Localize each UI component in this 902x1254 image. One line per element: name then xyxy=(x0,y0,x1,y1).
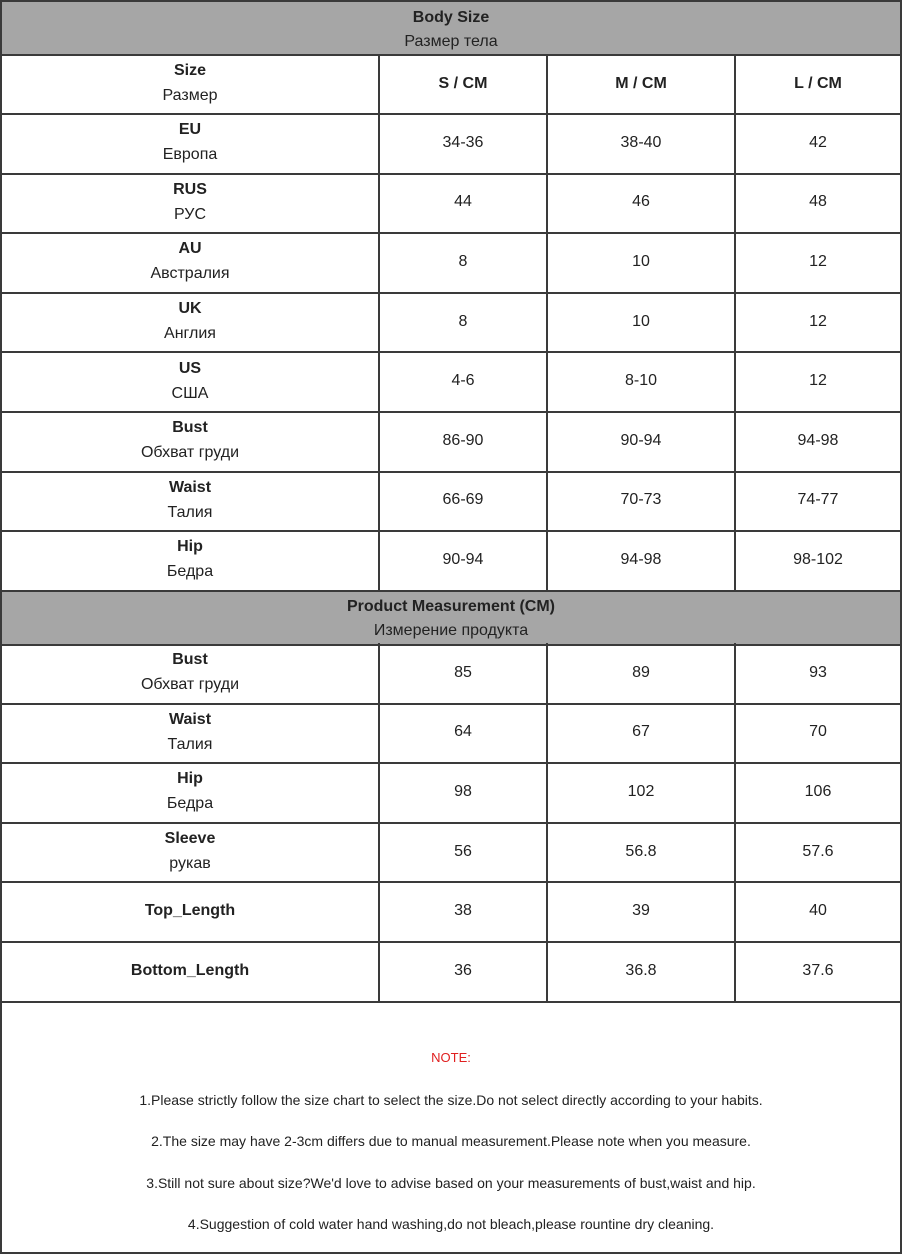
col-header-m xyxy=(548,54,736,113)
body-size-value: 46 xyxy=(632,193,650,211)
row-label-ru: Европа xyxy=(162,146,218,164)
note-line-2: 2.The size may have 2-3cm differs due to manual measurement.Please note when you measure. xyxy=(151,1133,751,1149)
value-cell xyxy=(548,703,736,763)
body-size-value: 48 xyxy=(809,193,827,211)
row-label: Top_Length xyxy=(144,902,236,920)
table-row xyxy=(0,881,902,943)
value-cell xyxy=(736,173,900,233)
body-size-value: 4-6 xyxy=(451,372,475,390)
product-value: 89 xyxy=(632,663,650,681)
value-cell xyxy=(380,232,548,292)
note-line-3: 3.Still not sure about size?We'd love to advise based on your measurements of bust,waist and hip. xyxy=(146,1175,756,1191)
row-label: EU xyxy=(178,121,202,139)
value-cell xyxy=(380,292,548,352)
product-value: 38 xyxy=(454,902,472,920)
product-subtitle: Измерение продукта xyxy=(373,622,529,639)
value-cell xyxy=(548,292,736,352)
value-cell xyxy=(380,703,548,763)
product-value: 102 xyxy=(627,782,655,800)
value-cell xyxy=(736,762,900,822)
body-size-value: 44 xyxy=(454,193,472,211)
product-value: 70 xyxy=(809,723,827,741)
value-cell xyxy=(736,292,900,352)
row-label: Sleeve xyxy=(164,830,216,848)
col-header-l xyxy=(736,54,900,113)
row-label-ru: Талия xyxy=(167,503,213,521)
product-title: Product Measurement (CM) xyxy=(346,598,556,615)
value-cell xyxy=(548,173,736,233)
value-cell xyxy=(736,411,900,471)
product-value: 98 xyxy=(454,782,472,800)
value-cell xyxy=(736,530,900,590)
body-size-value: 34-36 xyxy=(442,133,484,151)
value-cell xyxy=(548,351,736,411)
value-cell xyxy=(736,351,900,411)
body-size-subtitle: Размер тела xyxy=(404,33,498,50)
col-header-l-text: L / CM xyxy=(794,74,842,92)
table-row xyxy=(0,530,902,592)
body-size-value: 74-77 xyxy=(797,491,839,509)
row-label-cell xyxy=(2,941,380,1001)
product-value: 37.6 xyxy=(802,961,834,979)
value-cell xyxy=(380,471,548,531)
body-size-header xyxy=(0,0,902,56)
product-measurement-header xyxy=(0,590,902,646)
value-cell xyxy=(380,113,548,173)
body-size-value: 94-98 xyxy=(797,431,839,449)
row-label: Bottom_Length xyxy=(130,961,250,979)
row-label-ru: рукав xyxy=(169,855,211,873)
value-cell xyxy=(380,530,548,590)
body-size-value: 10 xyxy=(632,312,650,330)
row-label-ru: РУС xyxy=(173,205,207,223)
row-label-cell xyxy=(2,643,380,703)
row-label-ru: Бедра xyxy=(166,795,214,813)
table-row xyxy=(0,232,902,294)
value-cell xyxy=(380,881,548,941)
table-row xyxy=(0,643,902,705)
body-size-value: 8 xyxy=(458,312,468,330)
row-label: UK xyxy=(178,300,202,318)
body-size-value: 12 xyxy=(809,252,827,270)
body-size-value: 90-94 xyxy=(620,431,662,449)
body-size-value: 10 xyxy=(632,252,650,270)
row-label-ru: США xyxy=(171,384,209,402)
product-value: 56.8 xyxy=(625,842,657,860)
row-label-cell xyxy=(2,762,380,822)
row-label-cell xyxy=(2,173,380,233)
value-cell xyxy=(736,471,900,531)
value-cell xyxy=(548,881,736,941)
value-cell xyxy=(736,703,900,763)
table-row xyxy=(0,173,902,235)
row-label-cell xyxy=(2,822,380,882)
body-size-value: 42 xyxy=(809,133,827,151)
product-value: 36 xyxy=(454,961,472,979)
row-label-cell xyxy=(2,351,380,411)
table-row xyxy=(0,471,902,533)
product-value: 64 xyxy=(454,723,472,741)
body-size-value: 38-40 xyxy=(620,133,662,151)
value-cell xyxy=(736,941,900,1001)
product-value: 93 xyxy=(809,663,827,681)
value-cell xyxy=(548,822,736,882)
product-value: 57.6 xyxy=(802,842,834,860)
body-size-value: 70-73 xyxy=(620,491,662,509)
body-size-value: 8-10 xyxy=(624,372,658,390)
body-size-value: 90-94 xyxy=(442,550,484,568)
row-label-ru: Австралия xyxy=(150,265,230,283)
row-label: Bust xyxy=(172,419,208,437)
value-cell xyxy=(548,232,736,292)
body-size-value: 8 xyxy=(458,252,468,270)
row-label-ru: Бедра xyxy=(166,563,214,581)
value-cell xyxy=(736,881,900,941)
size-header-row xyxy=(0,54,902,115)
value-cell xyxy=(380,351,548,411)
row-label: RUS xyxy=(173,180,207,198)
product-value: 85 xyxy=(454,663,472,681)
row-label-cell xyxy=(2,232,380,292)
body-size-value: 86-90 xyxy=(442,431,484,449)
body-size-value: 12 xyxy=(809,312,827,330)
row-label: Hip xyxy=(177,538,203,556)
value-cell xyxy=(548,471,736,531)
body-size-value: 66-69 xyxy=(442,491,484,509)
row-label-ru: Талия xyxy=(167,735,213,753)
note-line-1: 1.Please strictly follow the size chart to select the size.Do not select directly according to your habits. xyxy=(139,1092,763,1108)
row-label: Bust xyxy=(172,651,208,669)
note-title: NOTE: xyxy=(431,1050,471,1065)
table-row xyxy=(0,292,902,354)
table-row xyxy=(0,762,902,824)
row-label-cell xyxy=(2,471,380,531)
size-label-cell xyxy=(2,54,380,113)
product-value: 36.8 xyxy=(625,961,657,979)
value-cell xyxy=(380,411,548,471)
table-row xyxy=(0,822,902,884)
row-label-cell xyxy=(2,411,380,471)
value-cell xyxy=(548,941,736,1001)
notes-section xyxy=(0,1000,902,1254)
row-label-cell xyxy=(2,113,380,173)
value-cell xyxy=(548,762,736,822)
value-cell xyxy=(548,411,736,471)
value-cell xyxy=(548,530,736,590)
product-value: 40 xyxy=(809,902,827,920)
row-label-cell xyxy=(2,703,380,763)
table-row xyxy=(0,411,902,473)
table-row xyxy=(0,703,902,765)
body-size-value: 94-98 xyxy=(620,550,662,568)
row-label: Waist xyxy=(168,710,212,728)
value-cell xyxy=(736,643,900,703)
row-label-cell xyxy=(2,530,380,590)
row-label: Waist xyxy=(168,478,212,496)
note-line-4: 4.Suggestion of cold water hand washing,do not bleach,please rountine dry cleaning. xyxy=(187,1216,715,1232)
body-size-title: Body Size xyxy=(412,9,490,26)
size-label-ru: Размер xyxy=(162,87,218,104)
table-row xyxy=(0,351,902,413)
size-label: Size xyxy=(173,62,206,79)
row-label-ru: Обхват груди xyxy=(140,444,239,462)
value-cell xyxy=(736,232,900,292)
value-cell xyxy=(736,822,900,882)
table-row xyxy=(0,941,902,1003)
product-value: 39 xyxy=(632,902,650,920)
product-value: 56 xyxy=(454,842,472,860)
row-label: US xyxy=(178,359,202,377)
col-header-s xyxy=(380,54,548,113)
row-label-ru: Обхват груди xyxy=(140,676,239,694)
value-cell xyxy=(380,941,548,1001)
product-value: 106 xyxy=(804,782,832,800)
row-label-ru: Англия xyxy=(164,325,216,343)
row-label: AU xyxy=(178,240,202,258)
value-cell xyxy=(380,643,548,703)
col-header-s-text: S / CM xyxy=(438,74,488,92)
row-label: Hip xyxy=(177,770,203,788)
body-size-value: 98-102 xyxy=(793,550,843,568)
table-row xyxy=(0,113,902,175)
value-cell xyxy=(380,822,548,882)
value-cell xyxy=(380,173,548,233)
row-label-cell xyxy=(2,292,380,352)
product-value: 67 xyxy=(632,723,650,741)
value-cell xyxy=(548,643,736,703)
row-label-cell xyxy=(2,881,380,941)
body-size-value: 12 xyxy=(809,372,827,390)
value-cell xyxy=(736,113,900,173)
col-header-m-text: M / CM xyxy=(615,74,667,92)
value-cell xyxy=(380,762,548,822)
value-cell xyxy=(548,113,736,173)
